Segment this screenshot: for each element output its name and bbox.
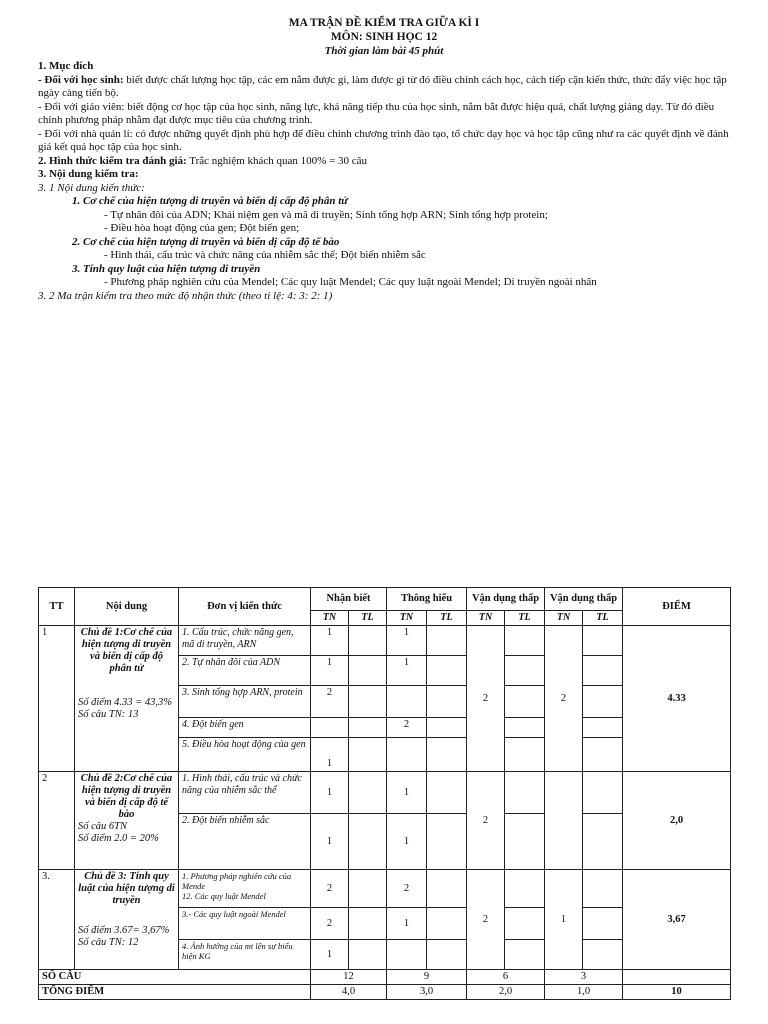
nb-tl: [349, 870, 387, 908]
unit-name: 1. Hình thái, cấu trúc và chức năng của nhiễm sắc thể: [179, 772, 311, 814]
topic3-score: 3,67: [623, 870, 731, 970]
vdt-tl: [505, 686, 545, 718]
topic3-vdc-tn: 1: [545, 870, 583, 970]
purpose-teacher: - Đối với giáo viên: biết động cơ học tập của học sinh, năng lực, khả năng tiếp thu của học sinh, nắm bắt được hiệu quả, chất lượng giảng dạy. Từ đó điều chỉnh phương pháp nhằm đạt được mục tiêu của chương trình.: [38, 100, 715, 126]
unit-name: 3. Sinh tổng hợp ARN, protein: [179, 686, 311, 718]
topic2-title: Chủ đề 2:Cơ chế của hiện tượng di truyền và biến dị cấp độ tế bào: [80, 773, 173, 820]
count-nb: 12: [311, 970, 387, 985]
th-tl: [427, 738, 467, 772]
vdt-tl: [505, 870, 545, 908]
count-label: SỐ CÂU: [39, 970, 311, 985]
vdc-tl: [583, 870, 623, 908]
th-tn: 2: [387, 718, 427, 738]
topic2-meta1: Số câu 6TN: [78, 821, 128, 832]
nb-tl: [349, 656, 387, 686]
topic3-heading: 3. Tính quy luật của hiện tượng di truyền: [72, 262, 261, 275]
unit-name: 5. Điều hòa hoạt động của gen: [179, 738, 311, 772]
table-row: [39, 870, 731, 908]
vdc-tl: [583, 940, 623, 970]
subcol-tl: TL: [505, 611, 545, 626]
count-row: [39, 970, 731, 985]
th-tl: [427, 718, 467, 738]
vdt-tl: [505, 940, 545, 970]
topic2-vdt-tn: 2: [467, 772, 505, 870]
topic3-meta2: Số câu TN: 12: [78, 937, 139, 948]
col-van-dung-cao: Vận dụng thấp: [545, 588, 623, 611]
topic1-vdt-tn: 2: [467, 626, 505, 772]
nb-tn: 1: [311, 814, 349, 870]
vdt-tl: [505, 718, 545, 738]
unit-name: [179, 870, 311, 908]
count-vdt: 6: [467, 970, 545, 985]
nb-tl: [349, 718, 387, 738]
total-score: 10: [623, 985, 731, 1000]
th-tn: 1: [387, 626, 427, 656]
th-tl: [427, 686, 467, 718]
content-sub1: 3. 1 Nội dung kiến thức:: [38, 181, 145, 194]
th-tl: [427, 772, 467, 814]
topic2-line1: - Hình thái, cấu trúc và chức năng của nhiễm sắc thể; Đột biến nhiễm sắc: [104, 249, 426, 261]
vdc-tl: [583, 772, 623, 814]
topic2-cell: [75, 772, 179, 870]
vdc-tl: [583, 686, 623, 718]
col-content: Nội dung: [75, 588, 179, 626]
total-row: [39, 985, 731, 1000]
format-label: 2. Hình thức kiểm tra đánh giá:: [38, 154, 187, 167]
th-tl: [427, 814, 467, 870]
nb-tn: 1: [311, 626, 349, 656]
th-tn: [387, 940, 427, 970]
th-tn: [387, 686, 427, 718]
col-tt: TT: [39, 588, 75, 626]
nb-tn: 1: [311, 656, 349, 686]
th-tl: [427, 908, 467, 940]
topic1-line2: - Điều hòa hoạt động của gen; Đột biến gen;: [104, 222, 300, 234]
topic1-meta1: Số điểm 4.33 = 43,3%: [78, 697, 172, 708]
th-tl: [427, 870, 467, 908]
vdt-tl: [505, 738, 545, 772]
topic1-tt: 1: [39, 626, 75, 772]
vdt-tl: [505, 656, 545, 686]
topic3-cell: [75, 870, 179, 970]
unit-name: 4. Đột biến gen: [179, 718, 311, 738]
vdt-tl: [505, 626, 545, 656]
col-thong-hieu: Thông hiểu: [387, 588, 467, 611]
total-vdc: 1,0: [545, 985, 623, 1000]
doc-title: MA TRẬN ĐỀ KIỂM TRA GIỮA KÌ I: [288, 17, 480, 29]
topic3-line1: - Phương pháp nghiên cứu của Mendel; Các quy luật Mendel; Các quy luật ngoài Mendel; Di truyền ngoài nhân: [104, 276, 597, 288]
topic3-meta1: Số điểm 3.67= 3,67%: [78, 925, 170, 936]
topic2-vdc-tn: [545, 772, 583, 870]
count-th: 9: [387, 970, 467, 985]
vdc-tl: [583, 656, 623, 686]
topic2-meta2: Số điểm 2.0 = 20%: [78, 833, 159, 844]
th-tl: [427, 626, 467, 656]
subcol-tl: TL: [427, 611, 467, 626]
purpose-student-label: - Đối với học sinh:: [38, 73, 124, 86]
total-vdt: 2,0: [467, 985, 545, 1000]
format-line: [38, 155, 738, 169]
count-vdc: 3: [545, 970, 623, 985]
doc-subject: MÔN: SINH HỌC 12: [330, 31, 438, 43]
total-label: TỔNG ĐIỂM: [39, 985, 311, 1000]
topic2-tt: 2: [39, 772, 75, 870]
col-score: ĐIỂM: [623, 588, 731, 626]
vdc-tl: [583, 718, 623, 738]
nb-tl: [349, 940, 387, 970]
unit-name: 1. Cấu trúc, chức năng gen, mã di truyền, ARN: [179, 626, 311, 656]
vdt-tl: [505, 772, 545, 814]
nb-tn: 2: [311, 686, 349, 718]
content-sub2: 3. 2 Ma trận kiểm tra theo mức độ nhận thức (theo tỉ lệ: 4: 3: 2: 1): [38, 289, 333, 302]
nb-tn: 1: [311, 772, 349, 814]
unit-name: 2. Tự nhân đôi của ADN: [179, 656, 311, 686]
subcol-tn: TN: [311, 611, 349, 626]
content-heading: 3. Nội dung kiểm tra:: [38, 168, 139, 180]
nb-tl: [349, 772, 387, 814]
vdt-tl: [505, 814, 545, 870]
col-nhan-biet: Nhận biết: [311, 588, 387, 611]
nb-tn: 1: [311, 940, 349, 970]
nb-tn: 1: [311, 738, 349, 772]
matrix-table: [38, 587, 731, 1000]
unit-name: 3.- Các quy luật ngoài Mendel: [179, 908, 311, 940]
th-tn: 2: [387, 870, 427, 908]
th-tl: [427, 940, 467, 970]
vdc-tl: [583, 814, 623, 870]
nb-tl: [349, 908, 387, 940]
nb-tn: 2: [311, 870, 349, 908]
unit-name-part: 1. Phương pháp nghiên cứu của Mende: [182, 871, 292, 891]
topic3-title: Chủ đề 3: Tính quy luật của hiện tượng di truyền: [78, 871, 175, 906]
th-tn: [387, 738, 427, 772]
topic1-score: 4.33: [623, 626, 731, 772]
purpose-manager: - Đối với nhà quản lí: có được những quyết định phù hợp để điều chỉnh chương trình đào tạo, tổ chức dạy học và học tập cũng như ra các quyết định về đánh giá kết quả học tập của học sinh.: [38, 127, 729, 153]
subcol-tn: TN: [387, 611, 427, 626]
col-van-dung-thap: Vận dụng thấp: [467, 588, 545, 611]
th-tl: [427, 656, 467, 686]
unit-name: 2. Đột biến nhiễm sắc: [179, 814, 311, 870]
topic2-score: 2,0: [623, 772, 731, 870]
vdt-tl: [505, 908, 545, 940]
nb-tl: [349, 814, 387, 870]
topic3-tt: 3.: [39, 870, 75, 970]
table-row: [39, 626, 731, 656]
doc-time: Thời gian làm bài 45 phút: [324, 45, 444, 57]
format-text: Trắc nghiệm khách quan 100% = 30 câu: [186, 154, 368, 167]
vdc-tl: [583, 626, 623, 656]
purpose-student: [38, 74, 738, 101]
topic2-heading: 2. Cơ chế của hiện tượng di truyền và biến dị cấp độ tế bào: [72, 235, 340, 248]
nb-tn: 2: [311, 908, 349, 940]
th-tn: 1: [387, 656, 427, 686]
vdc-tl: [583, 908, 623, 940]
nb-tl: [349, 738, 387, 772]
subcol-tn: TN: [545, 611, 583, 626]
topic1-vdc-tn: 2: [545, 626, 583, 772]
nb-tn: [311, 718, 349, 738]
purpose-student-text: biết được chất lượng học tập, các em nắm được gì, làm được gì từ đó điều chỉnh cách học, cách tiếp cận kiến thức, thức đẩy việc học tập ngày càng tiến bộ.: [38, 73, 727, 99]
topic3-vdt-tn: 2: [467, 870, 505, 970]
unit-name-part: 12. Các quy luật Mendel: [182, 891, 266, 901]
unit-name: 4. Ảnh hưởng của mt lên sự biểu hiện KG: [179, 940, 311, 970]
subcol-tl: TL: [349, 611, 387, 626]
purpose-heading: 1. Mục đích: [38, 60, 94, 72]
total-th: 3,0: [387, 985, 467, 1000]
table-row: [39, 772, 731, 814]
topic1-cell: [75, 626, 179, 772]
nb-tl: [349, 626, 387, 656]
total-nb: 4,0: [311, 985, 387, 1000]
topic1-meta2: Số câu TN: 13: [78, 709, 139, 720]
topic1-line1: - Tự nhân đôi của ADN; Khái niệm gen và mã di truyền; Sinh tổng hợp ARN; Sinh tổng hợp protein;: [104, 208, 548, 221]
th-tn: 1: [387, 908, 427, 940]
count-score: [623, 970, 731, 985]
subcol-tl: TL: [583, 611, 623, 626]
nb-tl: [349, 686, 387, 718]
topic1-heading: 1. Cơ chế của hiện tượng di truyền và biến dị cấp độ phân tử: [72, 195, 348, 207]
subcol-tn: TN: [467, 611, 505, 626]
col-unit: Đơn vị kiến thức: [179, 588, 311, 626]
topic1-title: Chủ đề 1:Cơ chế của hiện tượng di truyền và biến dị cấp độ phân tử: [80, 627, 173, 674]
document-body: [38, 60, 738, 303]
th-tn: 1: [387, 772, 427, 814]
table-header-row: [39, 588, 731, 611]
vdc-tl: [583, 738, 623, 772]
th-tn: 1: [387, 814, 427, 870]
